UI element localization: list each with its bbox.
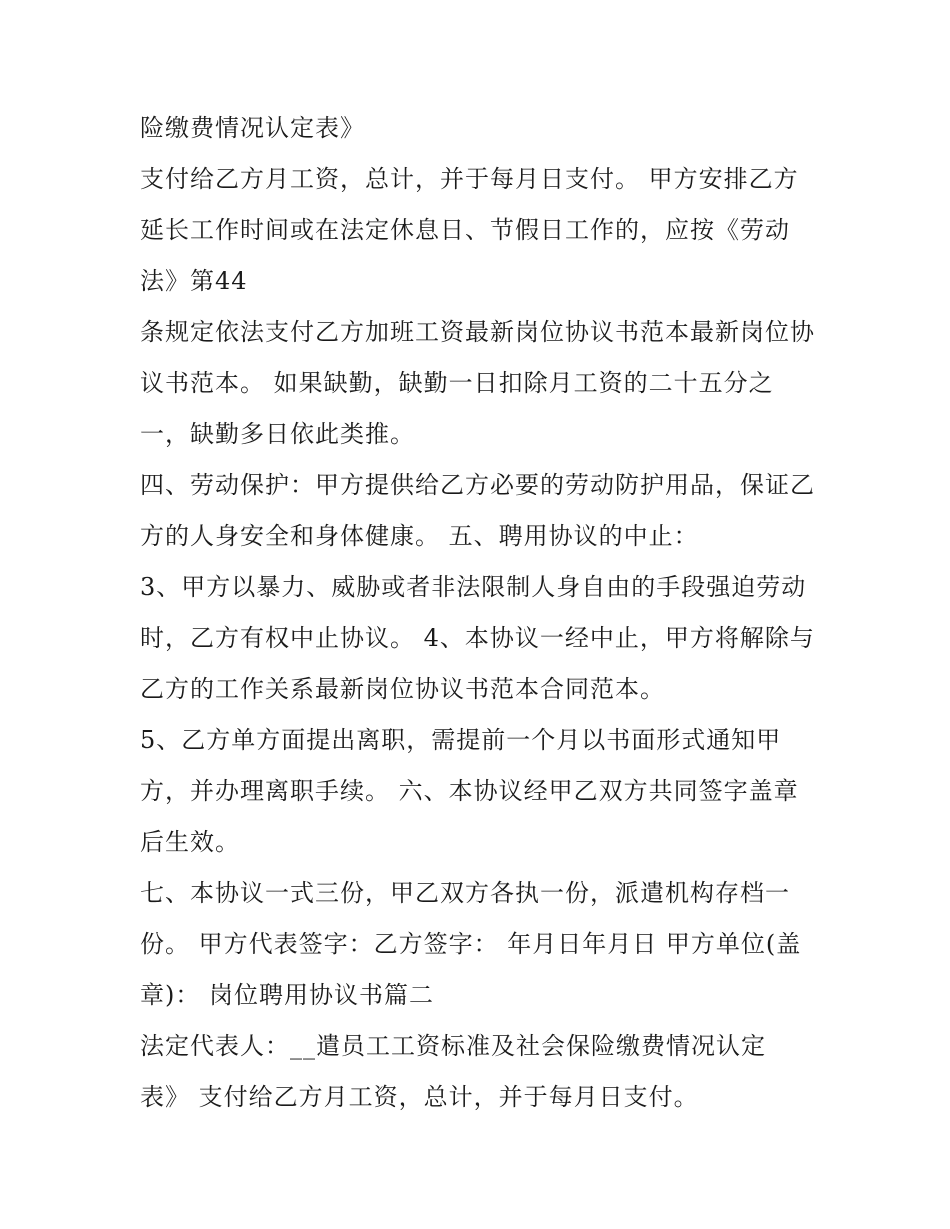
text-line: 表》 支付给乙方月工资，总计，并于每月日支付。	[140, 1083, 699, 1111]
text-line: 一，缺勤多日依此类推。	[140, 420, 415, 448]
text-line: 法定代表人：__遣员工工资标准及社会保险缴费情况认定	[140, 1032, 766, 1060]
text-line: 七、本协议一式三份，甲乙双方各执一份，派遣机构存档一	[140, 879, 790, 907]
text-line: 时，乙方有权中止协议。 4、本协议一经中止，甲方将解除与	[140, 624, 815, 652]
text-line: 5、乙方单方面提出离职，需提前一个月以书面形式通知甲	[140, 726, 782, 754]
text-line: 议书范本。 如果缺勤，缺勤一日扣除月工资的二十五分之	[140, 369, 774, 397]
text-line: 法》第44	[140, 267, 248, 295]
text-line: 3、甲方以暴力、威胁或者非法限制人身自由的手段强迫劳动	[140, 573, 807, 601]
text-line: 乙方的工作关系最新岗位协议书范本合同范本。	[140, 675, 665, 703]
text-line: 险缴费情况认定表》	[140, 114, 365, 142]
text-line: 后生效。	[140, 828, 240, 856]
text-line: 份。 甲方代表签字：乙方签字： 年月日年月日 甲方单位(盖	[140, 930, 802, 958]
text-line: 四、劳动保护：甲方提供给乙方必要的劳动防护用品，保证乙	[140, 471, 815, 499]
text-line: 条规定依法支付乙方加班工资最新岗位协议书范本最新岗位协	[140, 318, 815, 346]
text-line: 方的人身安全和身体健康。 五、聘用协议的中止：	[140, 522, 699, 550]
text-line: 章)： 岗位聘用协议书篇二	[140, 981, 434, 1009]
text-line: 延长工作时间或在法定休息日、节假日工作的，应按《劳动	[140, 216, 790, 244]
text-line: 支付给乙方月工资，总计，并于每月日支付。 甲方安排乙方	[140, 165, 799, 193]
text-line: 方，并办理离职手续。 六、本协议经甲乙双方共同签字盖章	[140, 777, 799, 805]
